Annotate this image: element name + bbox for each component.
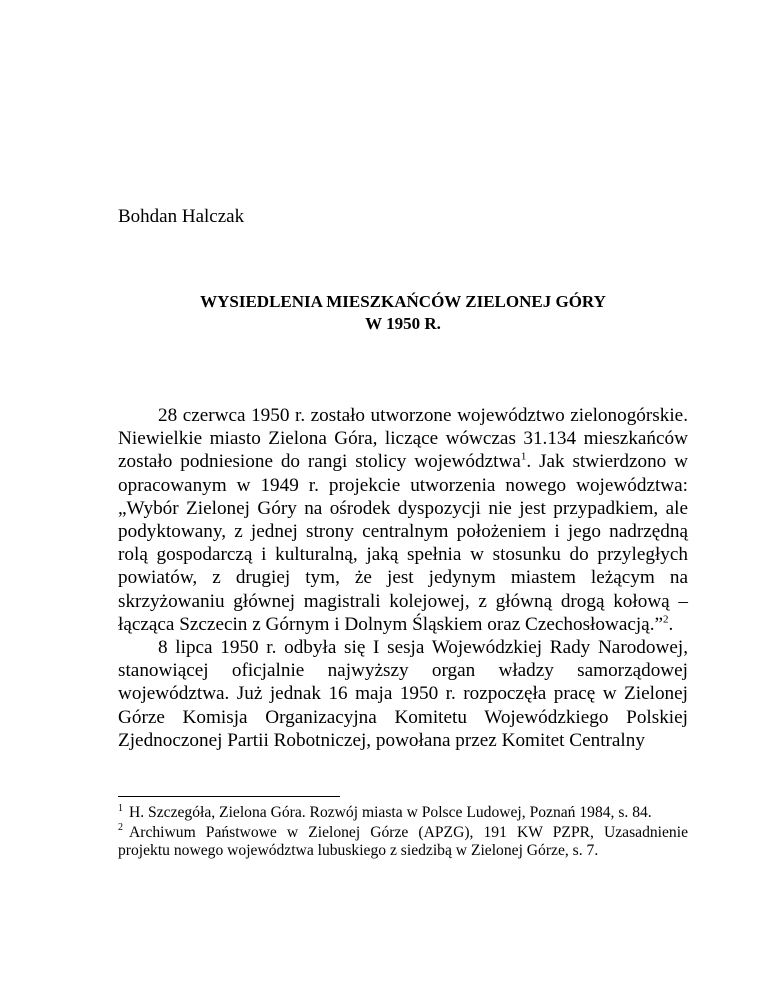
footnote-2 [118,824,688,861]
footnote-ref-1[interactable]: 1 [520,451,527,464]
title-line-1: WYSIEDLENIA MIESZKAŃCÓW ZIELONEJ GÓRY [200,292,606,311]
paragraph-2: 8 lipca 1950 r. odbyła się I sesja Wojewódzkiej Rady Narodowej, stanowiącej oficjalnie najwyższy organ władzy samorządowej województwa. Już jednak 16 maja 1950 r. rozpoczęła pracę w Zielonej Górze Komisja Organizacyjna Komitetu Wojewódzkiego Polskiej Zjednoczonej Partii Robotniczej, powołana przez Komitet Centralny [118,637,688,751]
article-title [118,291,688,335]
footnote-2-number: 2 [118,822,123,834]
footnote-1-number: 1 [118,802,123,814]
footnote-1 [118,804,688,823]
footnote-separator [118,796,340,797]
title-line-2: W 1950 R. [365,314,441,333]
footnote-1-text: H. Szczegóła, Zielona Góra. Rozwój miasta w Polsce Ludowej, Poznań 1984, s. 84. [129,804,652,821]
footnotes [118,804,688,861]
article-body [118,404,688,752]
footnote-2-text: Archiwum Państwowe w Zielonej Górze (APZG), 191 KW PZPR, Uzasadnienie projektu nowego województwa lubuskiego z siedzibą w Zielonej Górze, s. 7. [118,823,688,859]
footnote-ref-2[interactable]: 2 [663,613,669,626]
author-name: Bohdan Halczak [118,206,245,227]
paragraph-1-text-a: 28 czerwca 1950 r. zostało utworzone województwo zielonogórskie. Niewielkie miasto Zielona Góra, liczące wówczas 31.134 mieszkańców zostało podniesione do rangi stolicy województwa [118,405,688,473]
paragraph-1-text-c: . [668,613,674,635]
paragraph-1 [118,404,688,636]
paragraph-1-text-b: . Jak stwierdzono w opracowanym w 1949 r. projekcie utworzenia nowego województwa: „Wybór Zielonej Góry na ośrodek dyspozycji nie jest przypadkiem, ale podyktowany, z jednej strony centralnym położeniem i jego nadrzędną rolą gospodarczą i kulturalną, jaką spełnia w stosunku do przyległych powiatów, z drugiej tym, że jest jedynym miastem leżącym na skrzyżowaniu głównej magistrali kolejowej, z główną drogą kołową – łącząca Szczecin z Górnym i Dolnym Śląskiem oraz Czechosłowacją.” [118,451,688,635]
